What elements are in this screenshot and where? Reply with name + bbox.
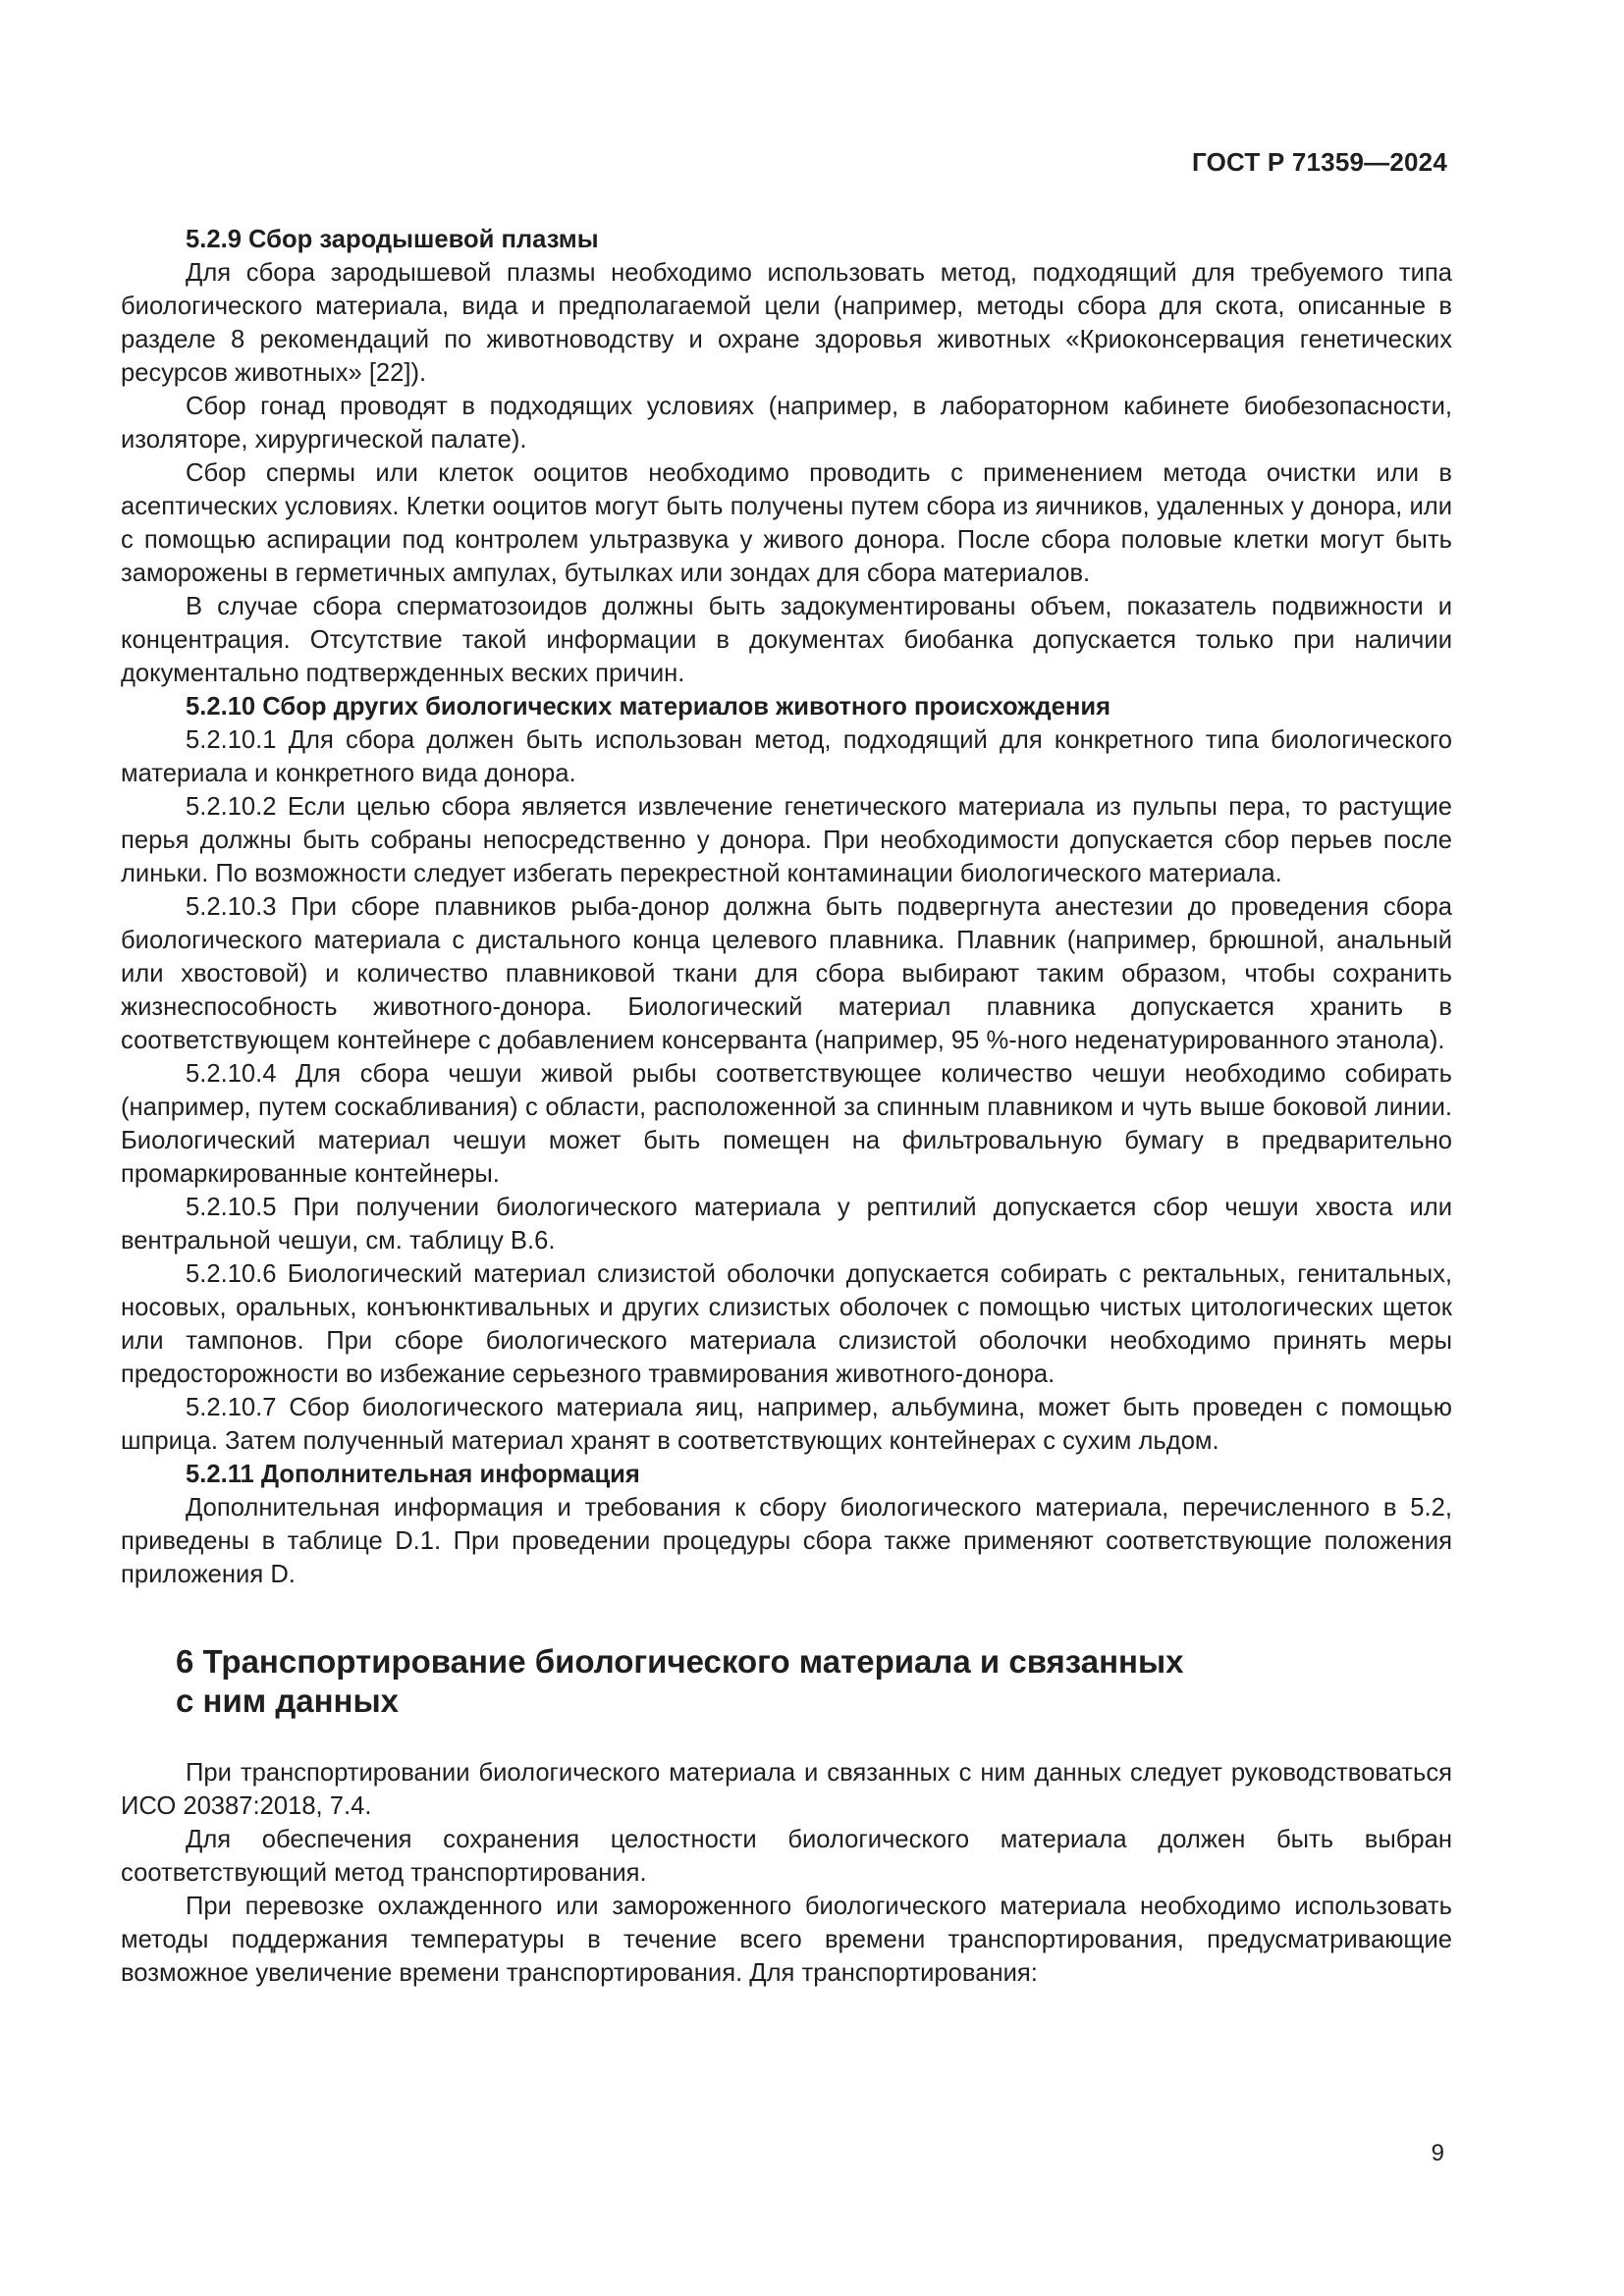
paragraph: 5.2.10.2 Если целью сбора является извлечение генетического материала из пульпы пера, то растущие перья должны быть собраны непосредственно у донора. При необходимости допускается сбор перьев после линьки. По возможности следует избегать перекрестной контаминации биологического материала. bbox=[121, 793, 1452, 887]
paragraph: В случае сбора сперматозоидов должны быть задокументированы объем, показатель подвижности и концентрация. Отсутствие такой информации в документах биобанка допускается только при наличии документально подтвержденных веских причин. bbox=[121, 593, 1452, 687]
page-number: 9 bbox=[1431, 2140, 1444, 2166]
paragraph: Для обеспечения сохранения целостности биологического материала должен быть выбран соответствующий метод транспортирования. bbox=[121, 1826, 1452, 1887]
section-heading-line-1: 6 Транспортирование биологического материала и связанных bbox=[176, 1643, 1184, 1680]
document-body bbox=[121, 223, 1452, 1990]
paragraph: Дополнительная информация и требования к сбору биологического материала, перечисленного в 5.2, приведены в таблице D.1. При проведении процедуры сбора также применяют соответствующие положения приложения D. bbox=[121, 1494, 1452, 1588]
paragraph: 5.2.10.4 Для сбора чешуи живой рыбы соответствующее количество чешуи необходимо собирать (например, путем соскабливания) с области, расположенной за спинным плавником и чуть выше боковой линии. Биологический материал чешуи может быть помещен на фильтровальную бумагу в предварительно промаркированные контейнеры. bbox=[121, 1060, 1452, 1188]
section-heading-line-2: с ним данных bbox=[176, 1682, 400, 1719]
paragraph: 5.2.10.5 При получении биологического материала у рептилий допускается сбор чешуи хвоста или вентральной чешуи, см. таблицу В.6. bbox=[121, 1194, 1452, 1255]
paragraph: Для сбора зародышевой плазмы необходимо использовать метод, подходящий для требуемого типа биологического материала, вида и предполагаемой цели (например, методы сбора для скота, описанные в разделе 8 рекомендаций по животноводству и охране здоровья животных «Криоконсервация генетических ресурсов животных» [22]). bbox=[121, 259, 1452, 387]
paragraph: 5.2.10.1 Для сбора должен быть использован метод, подходящий для конкретного типа биологического материала и конкретного вида донора. bbox=[121, 726, 1452, 787]
subsection-heading-5-2-11: 5.2.11 Дополнительная информация bbox=[186, 1461, 640, 1488]
paragraph: Сбор гонад проводят в подходящих условиях (например, в лабораторном кабинете биобезопасности, изоляторе, хирургической палате). bbox=[121, 393, 1452, 454]
subsection-heading-5-2-9: 5.2.9 Сбор зародышевой плазмы bbox=[186, 226, 599, 253]
paragraph: При транспортировании биологического материала и связанных с ним данных следует руководствоваться ИСО 20387:2018, 7.4. bbox=[121, 1759, 1452, 1820]
paragraph: При перевозке охлажденного или замороженного биологического материала необходимо использовать методы поддержания температуры в течение всего времени транспортирования, предусматривающие возможное увеличение времени транспортирования. Для транспортирования: bbox=[121, 1893, 1452, 1987]
subsection-heading-5-2-10: 5.2.10 Сбор других биологических материалов животного происхождения bbox=[186, 693, 1111, 721]
paragraph: 5.2.10.7 Сбор биологического материала яиц, например, альбумина, может быть проведен с помощью шприца. Затем полученный материал хранят в соответствующих контейнерах с сухим льдом. bbox=[121, 1394, 1452, 1455]
document-header-id: ГОСТ Р 71359—2024 bbox=[1192, 147, 1447, 177]
paragraph: 5.2.10.6 Биологический материал слизистой оболочки допускается собирать с ректальных, генитальных, носовых, оральных, конъюнктивальных и других слизистых оболочек с помощью чистых цитологических щеток или тампонов. При сборе биологического материала слизистой оболочки необходимо принять меры предосторожности во избежание серьезного травмирования животного-донора. bbox=[121, 1260, 1452, 1388]
paragraph: Сбор спермы или клеток ооцитов необходимо проводить с применением метода очистки или в асептических условиях. Клетки ооцитов могут быть получены путем сбора из яичников, удаленных у донора, или с помощью аспирации под контролем ультразвука у живого донора. После сбора половые клетки могут быть заморожены в герметичных ампулах, бутылках или зондах для сбора материалов. bbox=[121, 459, 1452, 587]
paragraph: 5.2.10.3 При сборе плавников рыба-донор должна быть подвергнута анестезии до проведения сбора биологического материала с дистального конца целевого плавника. Плавник (например, брюшной, анальный или хвостовой) и количество плавниковой ткани для сбора выбирают таким образом, чтобы сохранить жизнеспособность животного-донора. Биологический материал плавника допускается хранить в соответствующем контейнере с добавлением консерванта (например, 95 %-ного неденатурированного этанола). bbox=[121, 893, 1452, 1054]
section-heading-6 bbox=[176, 1642, 1452, 1721]
